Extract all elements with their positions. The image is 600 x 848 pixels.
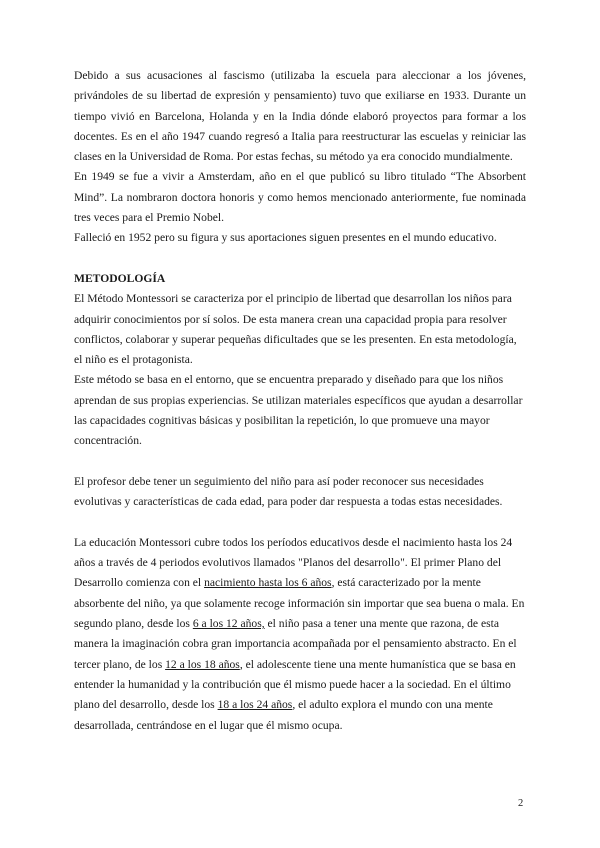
plane-2-range: 6 a los 12 años,	[192, 617, 265, 631]
plane-4-range: 18 a los 24 años	[217, 698, 293, 712]
planes-text: el niño pasa a tener una mente que razona, de esta manera la imaginación cobra gran importancia acompañada por el pensamiento abstracto. En el tercer plano, de los	[74, 617, 517, 671]
bio-paragraph-amsterdam: En 1949 se fue a vivir a Amsterdam, año en el que publicó su libro titulado “The Absorbent Mind”. La nombraron doctora honoris y como hemos mencionado anteriormente, fue nominada tres veces para el Premio Nobel.	[74, 170, 526, 225]
methodology-paragraph-teacher: El profesor debe tener un seguimiento del niño para así poder reconocer sus necesidades evolutivas y características de cada edad, para poder dar respuesta a todas estas necesidades.	[74, 474, 503, 509]
planes-text: , el adulto explora el mundo con una mente desarrollada, centrándose en el lugar que él mismo ocupa.	[74, 698, 493, 732]
spacer	[74, 452, 526, 472]
section-heading: METODOLOGÍA	[74, 271, 166, 285]
methodology-paragraph-planes	[74, 533, 526, 736]
plane-3-range: 12 a los 18 años	[165, 657, 240, 671]
page-body	[74, 66, 526, 736]
methodology-paragraph-freedom: El Método Montessori se caracteriza por el principio de libertad que desarrollan los niños para adquirir conocimientos por sí solos. De esta manera crean una capacidad propia para resolver conflictos, colaborar y superar pequeñas dificultades que se les presenten. En esta metodología, el niño es el protagonista.	[74, 292, 517, 367]
planes-text: , está caracterizado por la mente absorbente del niño, ya que solamente recoge información sin importar que sea buena o mala. En segundo plano, desde los	[74, 576, 525, 631]
plane-1-range: nacimiento hasta los 6 años	[204, 576, 332, 590]
spacer	[74, 249, 526, 269]
bio-paragraph-death: Falleció en 1952 pero su figura y sus aportaciones siguen presentes en el mundo educativo.	[74, 231, 497, 245]
planes-text: La educación Montessori cubre todos los períodos educativos desde el nacimiento hasta los 24 años a través de 4 periodos evolutivos llamados "Planos del desarrollo". El primer Plano del Desarrollo comienza con el	[74, 535, 513, 590]
methodology-paragraph-environment: Este método se basa en el entorno, que se encuentra preparado y diseñado para que los niños aprendan de sus propias experiencias. Se utilizan materiales específicos que ayudan a desarrollar las capacidades cognitivas básicas y posibilitan la repetición, lo que promueve una mayor concentración.	[74, 373, 523, 448]
planes-text: , el adolescente tiene una mente humanística que se basa en entender la humanidad y la contribución que él mismo puede hacer a la sociedad. En el último plano del desarrollo, desde los	[74, 657, 516, 712]
page-number: 2	[518, 798, 524, 809]
bio-paragraph-exile: Debido a sus acusaciones al fascismo (utilizaba la escuela para aleccionar a los jóvenes, privándoles de su libertad de expresión y pensamiento) tuvo que exiliarse en 1933. Durante un tiempo vivió en Barcelona, Holanda y en la India dónde elaboró proyectos para formar a los docentes. Es en el año 1947 cuando regresó a Italia para reestructurar las escuelas y reiniciar las clases en la Universidad de Roma. Por estas fechas, su método ya era conocido mundialmente.	[74, 69, 526, 164]
spacer	[74, 513, 526, 533]
